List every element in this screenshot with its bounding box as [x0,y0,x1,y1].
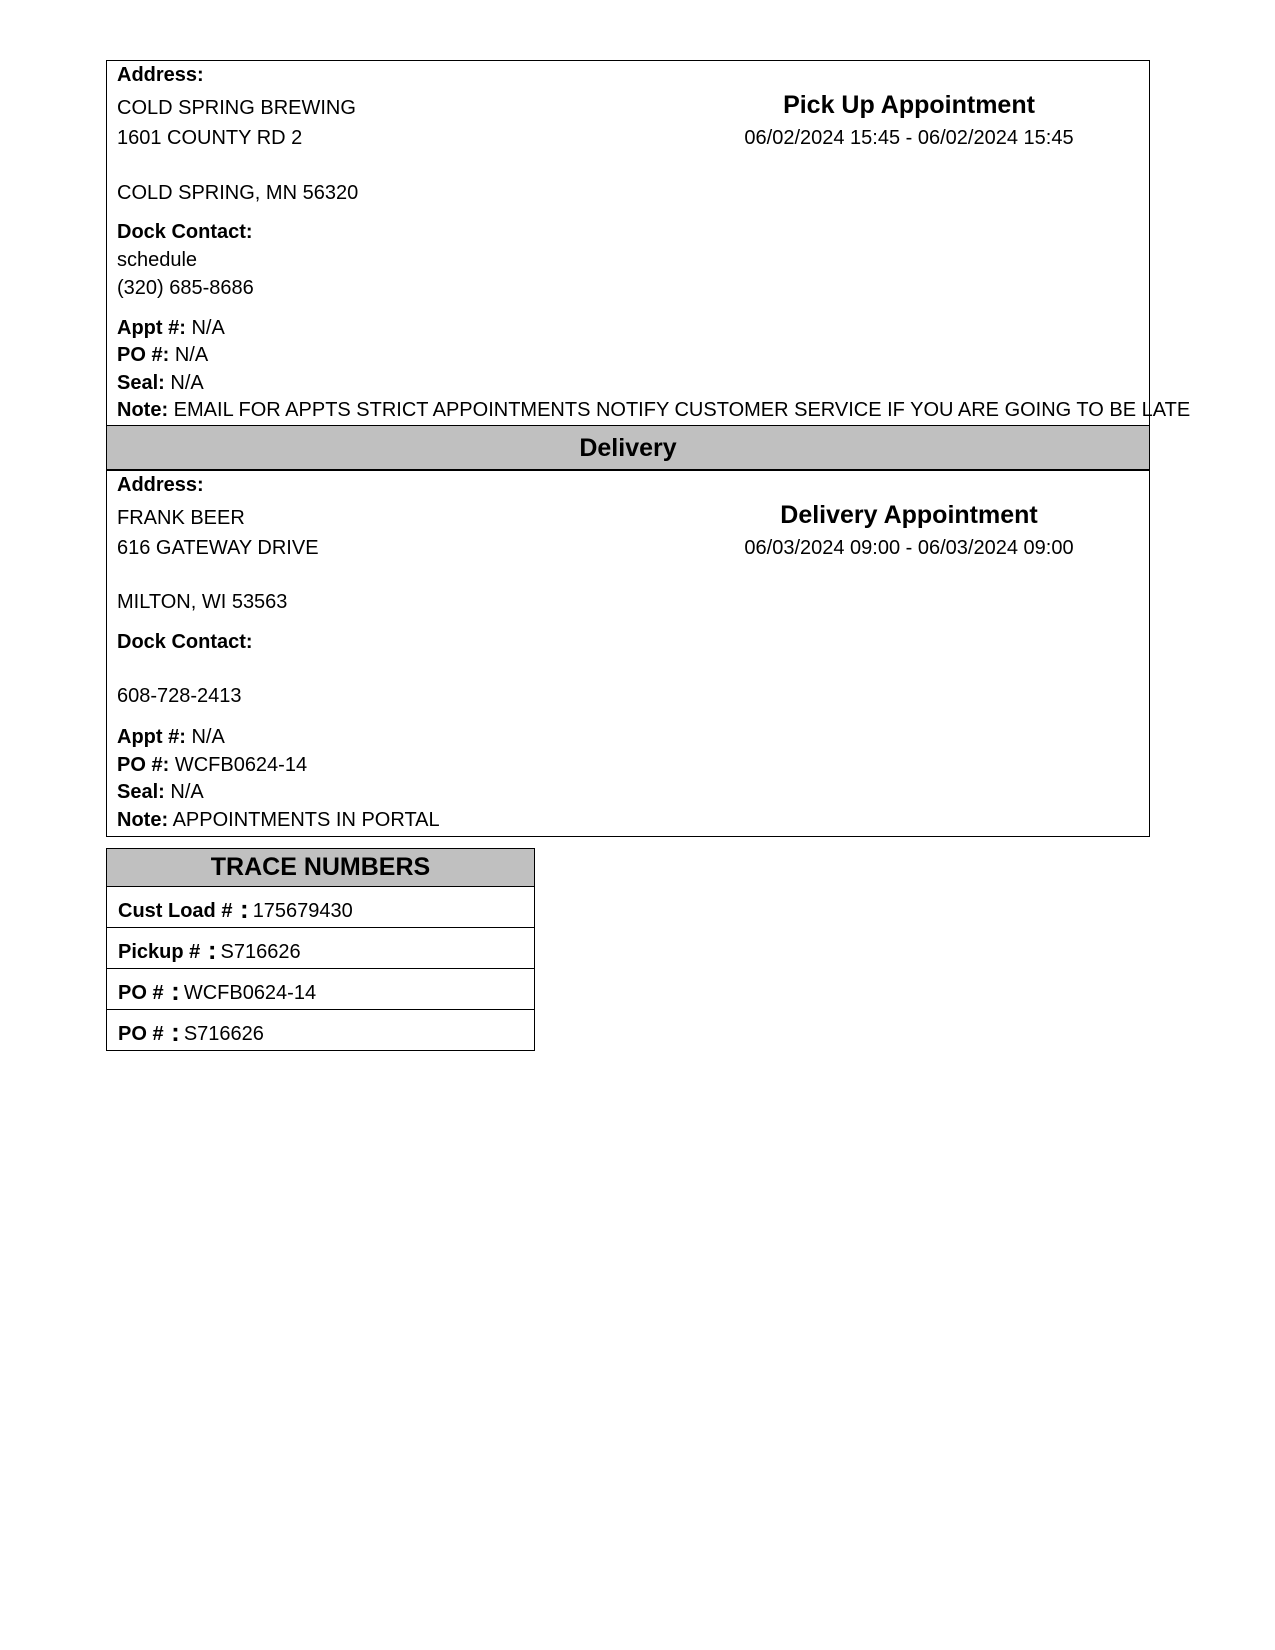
delivery-note-label: Note: [117,809,169,831]
delivery-seal-value: N/A [170,781,204,803]
trace-row-colon: : [207,935,217,965]
pickup-seal-value: N/A [170,372,204,394]
pickup-address-label: Address: [117,64,204,86]
trace-row [106,968,535,1009]
delivery-appointment-window: 06/03/2024 09:00 - 06/03/2024 09:00 [744,537,1074,559]
trace-row-label: Cust Load # [118,900,233,922]
trace-row-value: WCFB0624-14 [183,982,317,1004]
pickup-appt-number [117,316,225,340]
pickup-address-line-1: COLD SPRING BREWING [117,97,356,119]
pickup-dock-contact-phone: (320) 685-8686 [117,277,254,299]
trace-row-colon: : [171,1017,180,1047]
delivery-dock-contact-phone: 608-728-2413 [117,685,242,707]
delivery-address-line-2: 616 GATEWAY DRIVE [117,537,319,559]
pickup-note [117,398,1190,422]
delivery-note [117,808,440,832]
pickup-note-value: EMAIL FOR APPTS STRICT APPOINTMENTS NOTIFY CUSTOMER SERVICE IF YOU ARE GOING TO BE LATE [173,399,1191,421]
delivery-dock-contact-label: Dock Contact: [117,631,253,653]
delivery-address-label: Address: [117,474,204,496]
delivery-appt-number [117,725,225,749]
delivery-appt-number-value: N/A [191,726,225,748]
delivery-address-line-1: FRANK BEER [117,507,245,529]
delivery-address-line-3: MILTON, WI 53563 [117,591,288,613]
pickup-appt-number-value: N/A [191,317,225,339]
pickup-appt-number-label: Appt #: [117,317,186,339]
pickup-note-label: Note: [117,399,169,421]
trace-row-label: PO # [118,982,164,1004]
trace-row-colon: : [171,976,180,1006]
trace-row [106,1009,535,1050]
delivery-seal [117,780,204,804]
trace-row [106,886,535,927]
pickup-dock-contact-name: schedule [117,249,198,271]
trace-row [106,927,535,968]
trace-numbers-title: TRACE NUMBERS [210,853,431,881]
trace-row-value: 175679430 [252,900,353,922]
pickup-appointment-title: Pick Up Appointment [783,91,1035,119]
trace-row-colon: : [240,894,249,924]
pickup-seal [117,371,204,395]
pickup-seal-label: Seal: [117,372,165,394]
delivery-po [117,753,307,777]
delivery-appt-number-label: Appt #: [117,726,186,748]
delivery-section-title: Delivery [579,434,677,462]
delivery-po-value: WCFB0624-14 [174,754,308,776]
pickup-po [117,343,208,367]
delivery-note-value: APPOINTMENTS IN PORTAL [172,809,440,831]
delivery-po-label: PO #: [117,754,170,776]
pickup-address-line-3: COLD SPRING, MN 56320 [117,182,359,204]
pickup-po-value: N/A [174,344,209,366]
trace-row-value: S716626 [183,1023,264,1045]
delivery-seal-label: Seal: [117,781,165,803]
delivery-appointment-title: Delivery Appointment [780,501,1038,529]
pickup-appointment-window: 06/02/2024 15:45 - 06/02/2024 15:45 [744,127,1074,149]
pickup-address-line-2: 1601 COUNTY RD 2 [117,127,303,149]
trace-row-label: PO # [118,1023,164,1045]
pickup-dock-contact-label: Dock Contact: [117,221,253,243]
pickup-po-label: PO #: [117,344,170,366]
trace-row-label: Pickup # [118,941,201,963]
trace-row-value: S716626 [220,941,301,963]
